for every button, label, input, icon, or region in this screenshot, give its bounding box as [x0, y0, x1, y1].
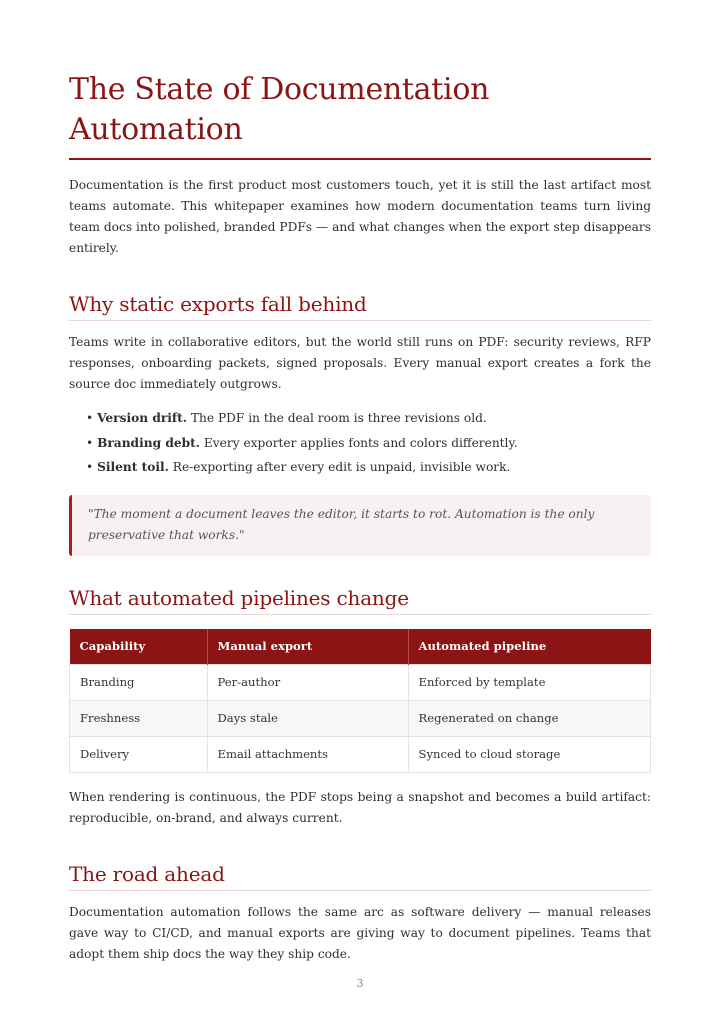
pull-quote: "The moment a document leaves the editor, it starts to rot. Automation is the only preservative that works."	[69, 495, 651, 556]
table-cell: Email attachments	[207, 736, 408, 772]
bullet-list	[69, 406, 651, 480]
list-item: • Silent toil. Re-exporting after every edit is unpaid, invisible work.	[86, 460, 511, 474]
section-heading-static-exports: Why static exports fall behind	[69, 291, 651, 321]
table-cell: Per-author	[207, 664, 408, 700]
list-item: • Branding debt. Every exporter applies fonts and colors differently.	[86, 435, 518, 450]
comparison-table	[69, 629, 651, 773]
bullet-text: Re-exporting after every edit is unpaid, invisible work.	[172, 460, 511, 474]
list-item: • Version drift. The PDF in the deal room is three revisions old.	[86, 411, 487, 425]
section-heading-automated-pipelines: What automated pipelines change	[69, 585, 651, 615]
intro-paragraph: Documentation is the first product most customers touch, yet it is still the last artifact most teams automate. This whitepaper examines how modern documentation teams turn living team docs into polished, branded PDFs — and what changes when the export step disappears entirely.	[69, 178, 651, 255]
section-paragraph-road-ahead: Documentation automation follows the same arc as software delivery — manual releases gave way to CI/CD, and manual exports are giving way to document pipelines. Teams that adopt them ship docs the way they ship code.	[69, 904, 651, 961]
table-header-cell: Capability	[70, 629, 208, 665]
table-header-cell: Manual export	[207, 629, 408, 665]
section-paragraph-static-exports: Teams write in collaborative editors, but the world still runs on PDF: security reviews, RFP responses, onboarding packets, signed proposals. Every manual export creates a fork the source doc immediately outgrows.	[69, 335, 651, 391]
table-cell: Synced to cloud storage	[408, 736, 651, 772]
table-header-cell: Automated pipeline	[408, 629, 651, 665]
table-cell: Regenerated on change	[408, 700, 651, 736]
section-paragraph-automated-pipelines: When rendering is continuous, the PDF stops being a snapshot and becomes a build artifact: reproducible, on-brand, and always current.	[69, 789, 651, 825]
table-row	[70, 664, 651, 700]
table-cell: Freshness	[70, 700, 208, 736]
bullet-term: Silent toil.	[97, 460, 169, 474]
table-header-row	[70, 629, 651, 665]
table-row	[70, 700, 651, 736]
document-title: The State of Documentation Automation	[69, 70, 651, 160]
section-heading-road-ahead: The road ahead	[69, 861, 651, 891]
bullet-text: Every exporter applies fonts and colors differently.	[203, 435, 518, 450]
bullet-text: The PDF in the deal room is three revisions old.	[190, 411, 487, 425]
table-cell: Enforced by template	[408, 664, 651, 700]
page-number: 3	[356, 977, 364, 990]
table-row	[70, 736, 651, 772]
table-cell: Days stale	[207, 700, 408, 736]
table-cell: Delivery	[70, 736, 208, 772]
bullet-term: Version drift.	[97, 411, 188, 425]
table-cell: Branding	[70, 664, 208, 700]
bullet-term: Branding debt.	[97, 435, 201, 450]
